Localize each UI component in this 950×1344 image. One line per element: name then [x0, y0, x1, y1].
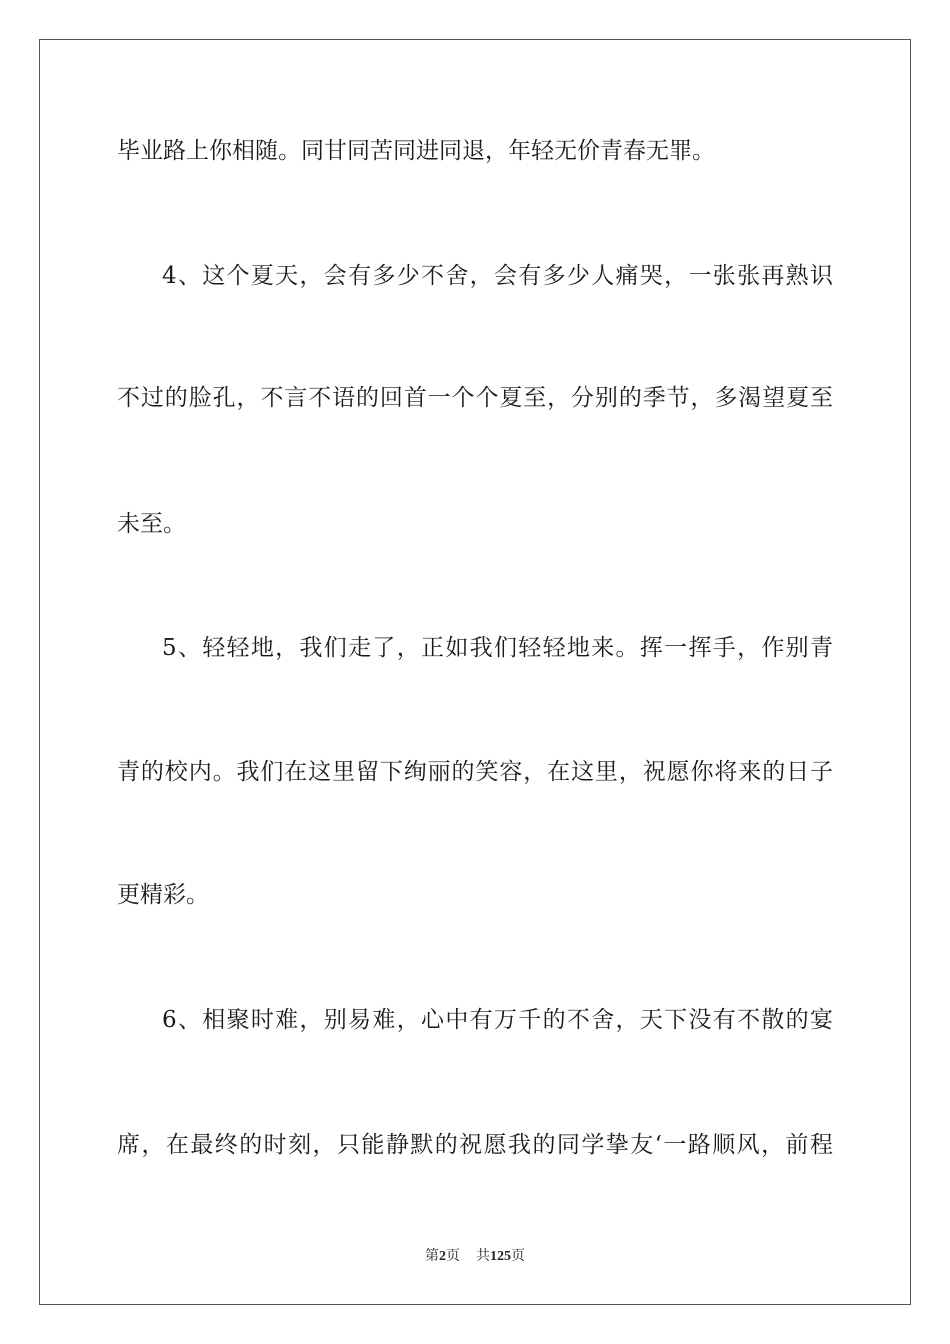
- page-prefix: 第: [425, 1249, 439, 1264]
- text-line: 不过的脸孔，不言不语的回首一个个夏至，分别的季节，多渴望夏至: [117, 385, 833, 411]
- text-line: 更精彩。: [117, 882, 209, 908]
- text-line: 毕业路上你相随。同甘同苦同进同退，年轻无价青春无罪。: [117, 138, 715, 164]
- text-line: 青的校内。我们在这里留下绚丽的笑容，在这里，祝愿你将来的日子: [117, 759, 833, 785]
- page-number: 2: [439, 1249, 446, 1264]
- page-suffix: 页: [446, 1249, 460, 1264]
- text-line: 4、这个夏天，会有多少不舍，会有多少人痛哭，一张张再熟识: [162, 263, 833, 289]
- total-prefix: 共: [476, 1249, 490, 1264]
- text-line: 未至。: [117, 511, 186, 537]
- page-footer: [0, 1247, 950, 1267]
- total-suffix: 页: [511, 1249, 525, 1264]
- page-border: [39, 39, 911, 1305]
- text-line: 席，在最终的时刻，只能静默的祝愿我的同学挚友‘一路顺风，前程: [117, 1132, 833, 1158]
- text-line: 6、相聚时难，别易难，心中有万千的不舍，天下没有不散的宴: [162, 1007, 833, 1033]
- total-pages: 125: [490, 1249, 511, 1264]
- text-line: 5、轻轻地，我们走了，正如我们轻轻地来。挥一挥手，作别青: [162, 635, 833, 661]
